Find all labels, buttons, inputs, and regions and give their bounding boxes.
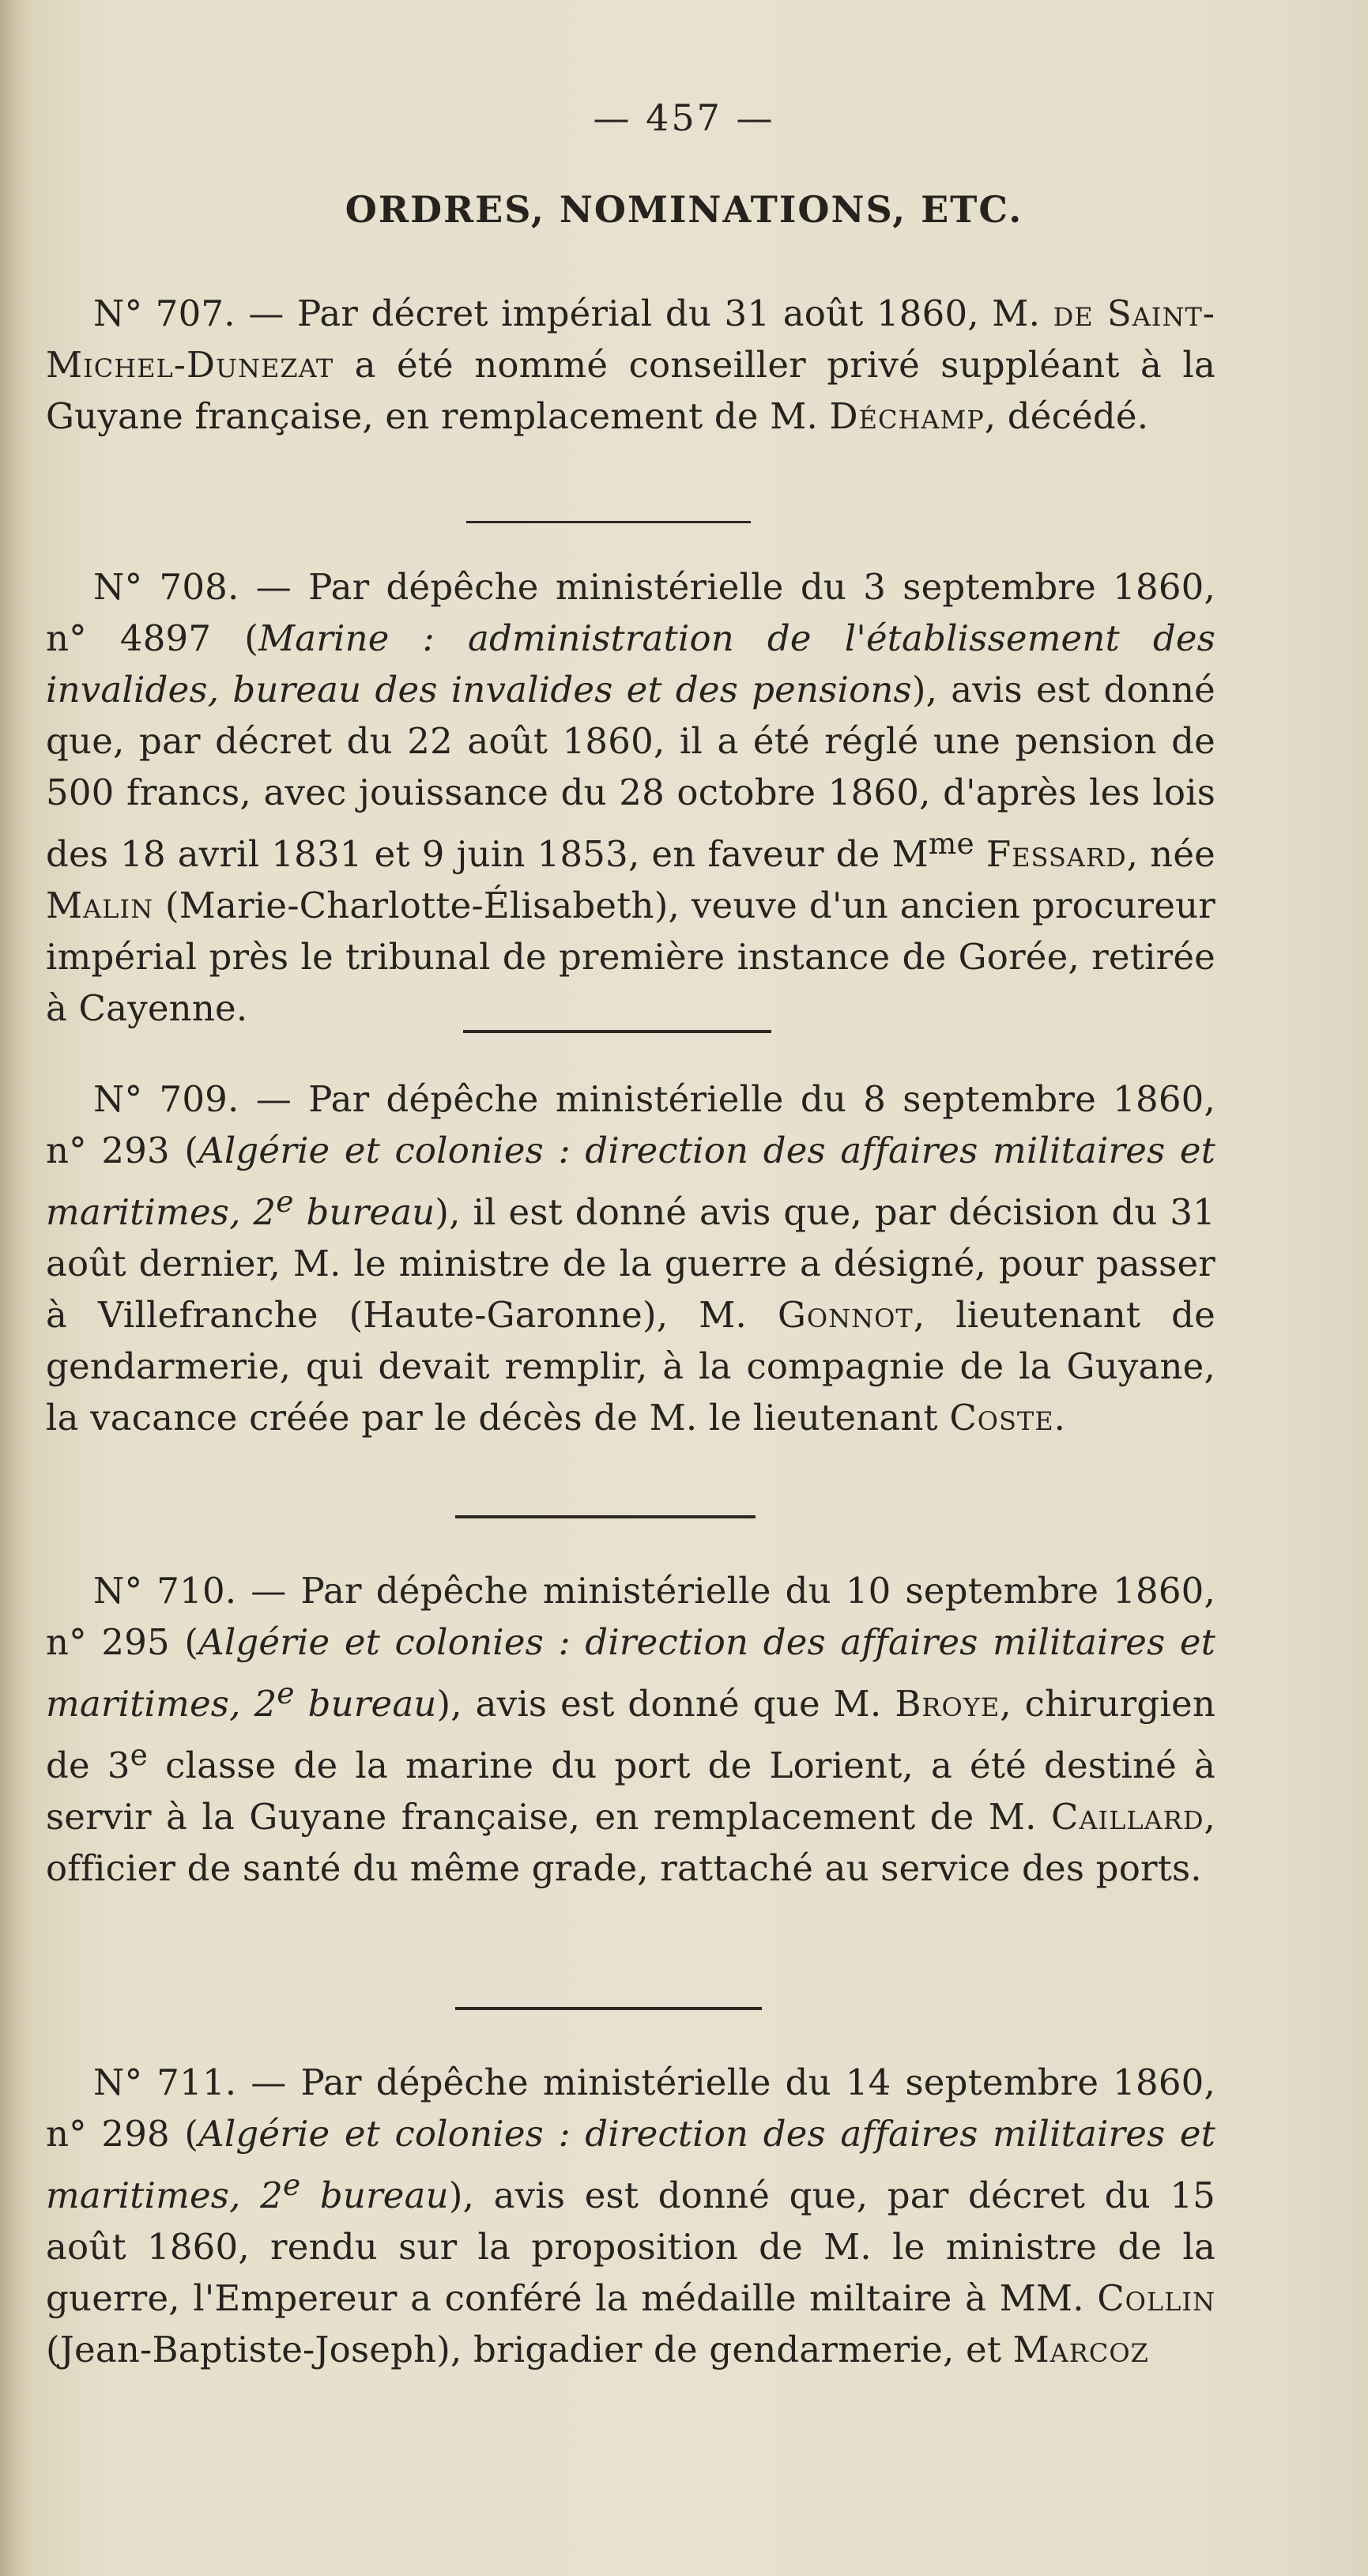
page-number: — 457 — — [593, 96, 775, 139]
separator-rule — [463, 1030, 771, 1033]
article-text: (Marie-Charlotte-Élisabeth), veuve d'un ancien procureur impérial près le tribunal de première instance de Gorée, retirée à Cayenne. — [46, 884, 1215, 1029]
article-text: ), avis est donné que M. — [436, 1683, 895, 1725]
article-text: (Jean-Baptiste-Joseph), brigadier de gendarmerie, et — [46, 2329, 1013, 2370]
page-heading: ORDRES, NOMINATIONS, ETC. — [345, 188, 1023, 231]
article-text: , officier de santé du même grade, rattaché au service des ports. — [46, 1796, 1215, 1889]
department-reference: Algérie et colonies : direction des affaires militaires et maritimes, 2 — [46, 2113, 1216, 2216]
article-paragraph — [46, 561, 1215, 1034]
article-text: ), il est donné avis que, par décision du 31 août dernier, M. le ministre de la guerre a désigné, pour passer à Villefranche (Haute-Garonne), M. — [46, 1191, 1215, 1336]
article-text: , chirurgien de 3 — [46, 1683, 1215, 1786]
department-reference: Marine : administration de l'établissement des invalides, bureau des invalides et des pensions — [46, 617, 1215, 711]
separator-rule — [455, 1515, 756, 1518]
article-paragraph — [46, 1073, 1215, 1443]
binding-gutter-shadow — [0, 0, 30, 2576]
person-name: Fessard — [985, 833, 1127, 875]
article-text: — Par décret impérial du 31 août 1860, M. — [235, 292, 1053, 334]
article-text: — Par dépêche ministérielle du 14 septembre 1860, n° 298 ( — [46, 2061, 1216, 2155]
person-name: Caillard — [1050, 1796, 1204, 1838]
article-709 — [46, 1073, 1215, 1443]
article-text: classe de la marine du port de Lorient, a été destiné à servir à la Guyane française, en remplacement de M. — [46, 1744, 1216, 1838]
article-711 — [46, 2057, 1215, 2375]
person-name: Gonnot — [777, 1294, 914, 1336]
article-text: , lieutenant de gendarmerie, qui devait remplir, à la compagnie de la Guyane, la vacance créée par le décès de M. le lieutenant — [46, 1294, 1215, 1439]
title-superscript: me — [928, 826, 974, 861]
ordinal-superscript: e — [276, 1184, 294, 1219]
article-number: N° 710. — [93, 1570, 237, 1612]
article-paragraph — [46, 1565, 1215, 1894]
article-text: , décédé. — [984, 395, 1149, 437]
article-text: a été nommé conseiller privé suppléant à la Guyane française, en remplacement de M. — [46, 344, 1215, 437]
department-reference: bureau — [294, 1683, 437, 1725]
article-number: N° 709. — [93, 1078, 239, 1120]
article-paragraph — [46, 288, 1215, 442]
person-name: Malin — [46, 884, 154, 926]
department-reference: bureau — [293, 1191, 435, 1233]
article-number: N° 707. — [93, 292, 236, 334]
person-name: Broye — [895, 1683, 1001, 1725]
ordinal-superscript: e — [277, 1676, 295, 1710]
article-text: ), avis est donné que, par décret du 15 août 1860, rendu sur la proposition de M. le ministre de la guerre, l'Empereur a conféré la médaille miltaire à MM. — [46, 2174, 1215, 2319]
article-710 — [46, 1565, 1215, 1894]
department-reference: bureau — [300, 2174, 449, 2216]
separator-rule — [455, 2007, 762, 2010]
article-text: ), avis est donné que, par décret du 22 août 1860, il a été réglé une pension de 500 francs, avec jouissance du 28 octobre 1860, d'après les lois des 18 avril 1831 et 9 juin 1853, en faveur de M — [46, 669, 1215, 875]
person-name: Coste — [949, 1397, 1054, 1439]
article-text: — Par dépêche ministérielle du 3 septembre 1860, n° 4897 ( — [46, 566, 1216, 659]
person-name: Collin — [1097, 2277, 1215, 2319]
separator-rule — [466, 521, 751, 523]
article-707 — [46, 288, 1215, 442]
person-name: Marcoz — [1012, 2329, 1149, 2370]
article-text: , née — [1126, 833, 1215, 875]
ordinal-superscript: e — [282, 2167, 301, 2202]
person-name: de Saint-Michel-Dunezat — [46, 292, 1215, 386]
department-reference: Algérie et colonies : direction des affaires militaires et maritimes, 2 — [46, 1130, 1216, 1233]
person-name: Déchamp — [829, 395, 985, 437]
ordinal-superscript: e — [130, 1737, 149, 1772]
department-reference: Algérie et colonies : direction des affaires militaires et maritimes, 2 — [46, 1621, 1216, 1725]
article-number: N° 708. — [93, 566, 239, 608]
article-text: — Par dépêche ministérielle du 8 septembre 1860, n° 293 ( — [46, 1078, 1216, 1171]
article-paragraph — [46, 2057, 1215, 2375]
article-number: N° 711. — [93, 2061, 237, 2103]
article-text: . — [1053, 1397, 1066, 1439]
article-text: — Par dépêche ministérielle du 10 septembre 1860, n° 295 ( — [46, 1570, 1216, 1663]
article-708 — [46, 561, 1215, 1034]
